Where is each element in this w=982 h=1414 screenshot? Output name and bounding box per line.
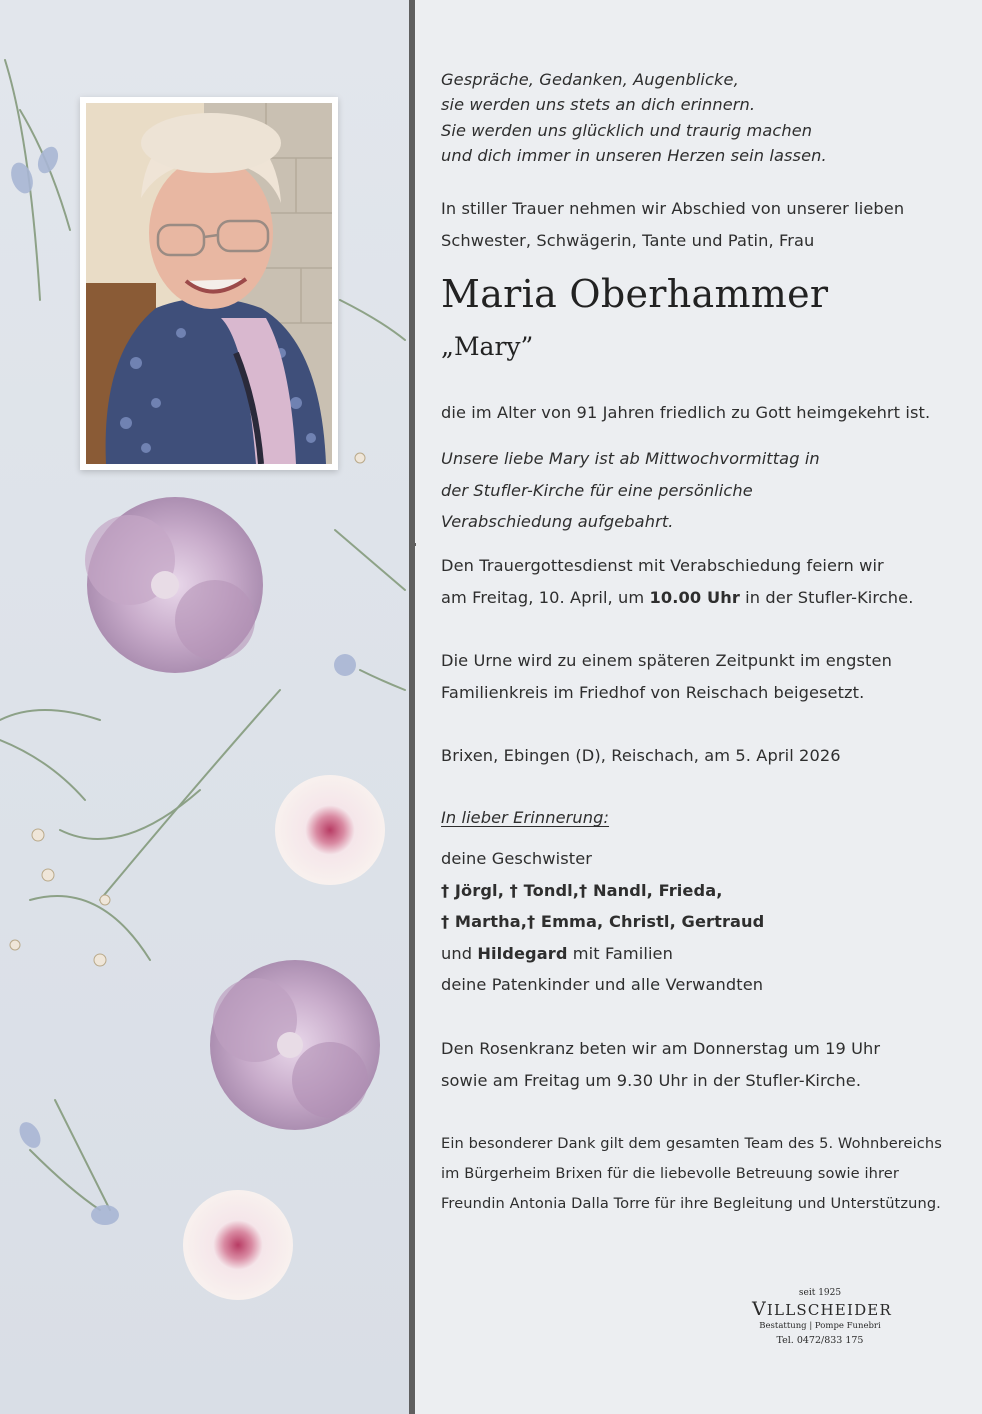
rosary-text — [441, 1033, 880, 1096]
logo-brand-initial: V — [752, 1298, 767, 1320]
service-date: am Freitag, 10. April, um — [441, 587, 650, 607]
mourners-line: † Martha,† Emma, Christl, Gertraud — [441, 912, 765, 931]
funeral-home-logo — [752, 1288, 892, 1348]
deceased-nickname: „Mary” — [441, 332, 534, 361]
urn-text — [441, 645, 892, 708]
place-date: Brixen, Ebingen (D), Reischach, am 5. April 2026 — [441, 746, 841, 765]
logo-subtitle: Bestattung | Pompe Funebri — [759, 1321, 881, 1331]
mourners-name: Hildegard — [477, 943, 568, 963]
thanks-line: Freundin Antonia Dalla Torre für ihre Begleitung und Unterstützung. — [441, 1195, 941, 1212]
logo-since: seit 1925 — [798, 1288, 842, 1298]
urn-line: Die Urne wird zu einem späteren Zeitpunkt im engsten — [441, 651, 892, 670]
deceased-name: Maria Oberhammer — [441, 272, 829, 316]
thanks-text — [441, 1129, 942, 1219]
logo-brand-rest: ILLSCHEIDER — [766, 1301, 892, 1319]
vertical-divider — [409, 0, 415, 1414]
viewing-text — [441, 443, 820, 538]
quote-line: und dich immer in unseren Herzen sein lassen. — [441, 145, 827, 165]
thanks-line: im Bürgerheim Brixen für die liebevolle Betreuung sowie ihrer — [441, 1165, 899, 1182]
logo-brand — [752, 1298, 892, 1320]
viewing-line: der Stufler-Kirche für eine persönliche — [441, 480, 753, 500]
service-text — [441, 550, 913, 613]
intro-text — [441, 193, 904, 256]
rosary-line: sowie am Freitag um 9.30 Uhr in der Stufler-Kirche. — [441, 1070, 862, 1090]
intro-line: In stiller Trauer nehmen wir Abschied von unserer lieben — [441, 199, 905, 218]
mourners-line: deine Patenkinder und alle Verwandten — [441, 975, 764, 994]
quote-line: Gespräche, Gedanken, Augenblicke, — [441, 70, 739, 89]
urn-line: Familienkreis im Friedhof von Reischach beigesetzt. — [441, 682, 865, 702]
floral-background — [0, 0, 410, 1414]
viewing-line: Unsere liebe Mary ist ab Mittwochvormittag in — [441, 449, 820, 468]
portrait-photo-frame — [80, 97, 338, 470]
logo-phone: Tel. 0472/833 175 — [776, 1335, 864, 1346]
mourners-line — [441, 938, 764, 970]
service-location: in der Stufler-Kirche. — [739, 587, 914, 607]
quote-line: Sie werden uns glücklich und traurig machen — [441, 120, 813, 140]
mourners-text: mit Familien — [567, 943, 673, 963]
service-time: 10.00 Uhr — [649, 587, 740, 607]
quote-line: sie werden uns stets an dich erinnern. — [441, 95, 756, 115]
mourners-line: deine Geschwister — [441, 849, 593, 868]
memorial-quote — [441, 67, 827, 168]
intro-line: Schwester, Schwägerin, Tante und Patin, Frau — [441, 230, 815, 250]
service-line-2 — [441, 582, 913, 614]
memory-heading: In lieber Erinnerung: — [441, 808, 610, 827]
age-line: die im Alter von 91 Jahren friedlich zu Gott heimgekehrt ist. — [441, 403, 931, 422]
mourners-text: und — [441, 943, 478, 963]
service-line-1: Den Trauergottesdienst mit Verabschiedung feiern wir — [441, 556, 884, 575]
thanks-line: Ein besonderer Dank gilt dem gesamten Team des 5. Wohnbereichs — [441, 1135, 942, 1152]
viewing-line: Verabschiedung aufgebahrt. — [441, 512, 674, 531]
mourners-line: † Jörgl, † Tondl,† Nandl, Frieda, — [441, 880, 723, 900]
rosary-line: Den Rosenkranz beten wir am Donnerstag um 19 Uhr — [441, 1039, 881, 1058]
mourners-list — [441, 843, 764, 1001]
portrait-photo — [86, 103, 332, 464]
